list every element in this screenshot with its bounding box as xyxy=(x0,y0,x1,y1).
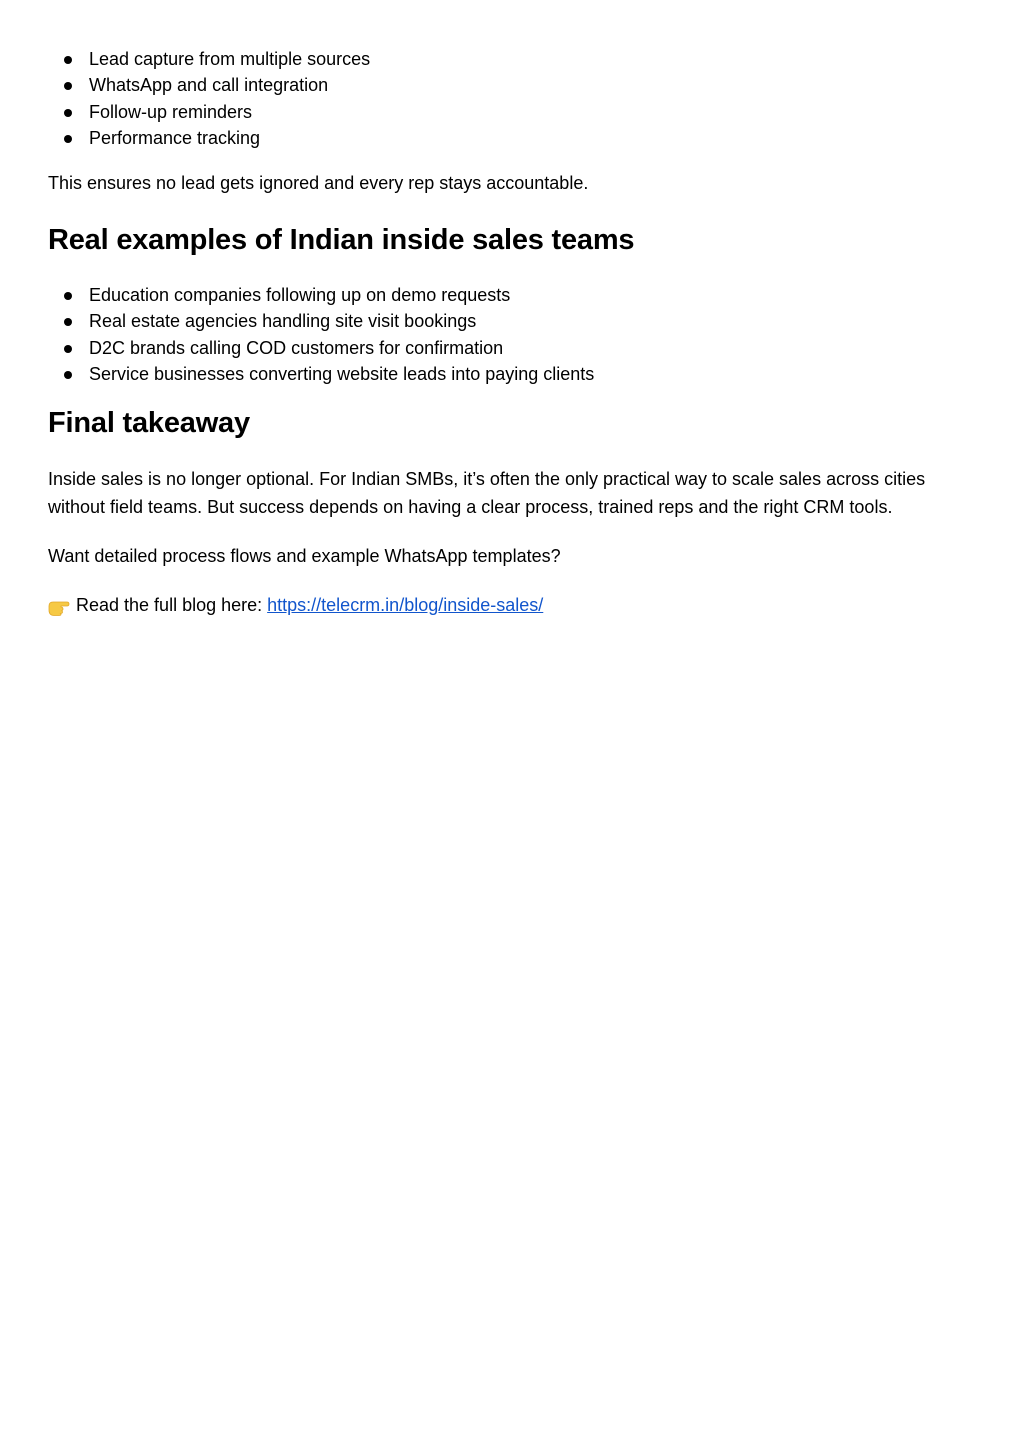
blog-link[interactable]: https://telecrm.in/blog/inside-sales/ xyxy=(267,595,544,616)
cta-question: Want detailed process flows and example WhatsApp templates? xyxy=(48,546,561,567)
examples-heading: Real examples of Indian inside sales teams xyxy=(48,224,635,257)
document-page xyxy=(48,46,978,619)
list-item-text: Service businesses converting website leads into paying clients xyxy=(89,364,595,385)
list-item-text: D2C brands calling COD customers for confirmation xyxy=(89,337,504,358)
list-item xyxy=(48,99,978,125)
ensures-paragraph: This ensures no lead gets ignored and every rep stays accountable. xyxy=(48,173,589,194)
list-item-text: Education companies following up on demo requests xyxy=(89,285,511,306)
bullet-icon xyxy=(64,109,72,117)
bullet-icon xyxy=(64,318,72,326)
takeaway-heading: Final takeaway xyxy=(48,407,250,440)
list-item-text: Real estate agencies handling site visit bookings xyxy=(89,311,477,332)
read-more-label: Read the full blog here: xyxy=(76,595,263,616)
bullet-icon xyxy=(64,82,72,90)
bullet-icon xyxy=(64,292,72,300)
list-item-text: Lead capture from multiple sources xyxy=(89,49,371,69)
list-item xyxy=(48,282,978,308)
list-item xyxy=(48,72,978,98)
read-more-line xyxy=(48,591,978,619)
list-item xyxy=(48,335,978,361)
bullet-icon xyxy=(64,345,72,353)
takeaway-paragraph: Inside sales is no longer optional. For Indian SMBs, it’s often the only practical way to scale sales across cities without field teams. But success depends on having a clear process, trained reps and the right CRM tools. xyxy=(48,469,926,518)
feature-list xyxy=(48,46,978,151)
examples-list xyxy=(48,282,978,387)
list-item-text: Follow-up reminders xyxy=(89,101,253,122)
pointing-hand-icon xyxy=(48,596,70,614)
list-item-text: Performance tracking xyxy=(89,127,261,148)
list-item xyxy=(48,125,978,151)
list-item-text: WhatsApp and call integration xyxy=(89,75,329,96)
list-item xyxy=(48,361,978,387)
list-item xyxy=(48,46,978,72)
bullet-icon xyxy=(64,135,72,143)
bullet-icon xyxy=(64,371,72,379)
bullet-icon xyxy=(64,56,72,64)
list-item xyxy=(48,308,978,334)
